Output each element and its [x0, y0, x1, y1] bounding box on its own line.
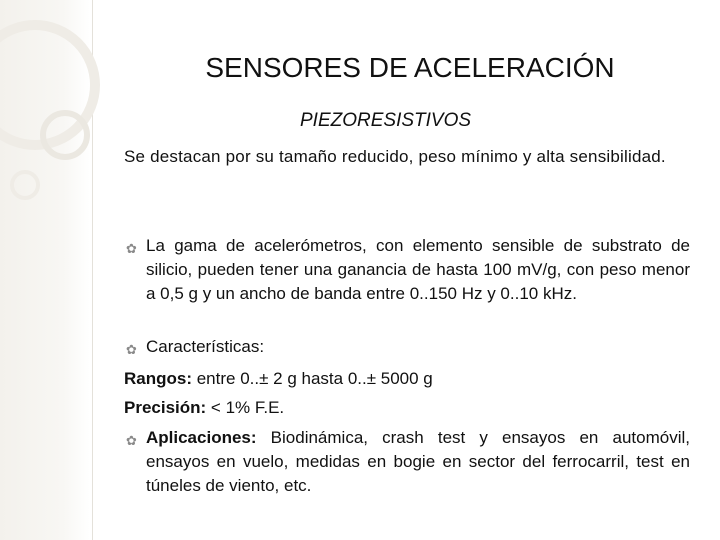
leaf-bullet-icon: ✿	[126, 241, 137, 256]
bullet-text: La gama de acelerómetros, con elemento sensible de substrato de silicio, pueden tener una ganancia de hasta 100 mV/g, con peso menor a 0,5 g y un ancho de banda entre 0..150 Hz y 0..10 kHz.	[146, 236, 690, 303]
aplicaciones-label: Aplicaciones:	[146, 428, 257, 447]
bullet-item-aplicaciones	[124, 426, 690, 498]
leaf-bullet-icon: ✿	[126, 433, 137, 448]
precision-label: Precisión:	[124, 398, 207, 417]
aplicaciones-value: Biodinámica, crash test y ensayos en automóvil, ensayos en vuelo, medidas en bogie en sector del ferrocarril, test en túneles de viento, etc.	[146, 428, 690, 495]
bullet-text	[146, 426, 690, 498]
bullet-item-gama	[124, 234, 690, 306]
rangos-line	[124, 367, 433, 391]
decorative-ring-medium	[40, 110, 90, 160]
rangos-value: entre 0..± 2 g hasta 0..± 5000 g	[192, 369, 433, 388]
precision-value: < 1% F.E.	[206, 398, 285, 417]
slide-subtitle: PIEZORESISTIVOS	[300, 110, 472, 131]
slide-title: SENSORES DE ACELERACIÓN	[205, 52, 615, 83]
rangos-label: Rangos:	[124, 369, 192, 388]
bullet-item-caracteristicas	[124, 335, 690, 359]
intro-paragraph: Se destacan por su tamaño reducido, peso mínimo y alta sensibilidad.	[124, 147, 666, 166]
leaf-bullet-icon: ✿	[126, 342, 137, 357]
decorative-ring-small	[10, 170, 40, 200]
bullet-text: Características:	[146, 337, 265, 356]
precision-line	[124, 396, 284, 420]
